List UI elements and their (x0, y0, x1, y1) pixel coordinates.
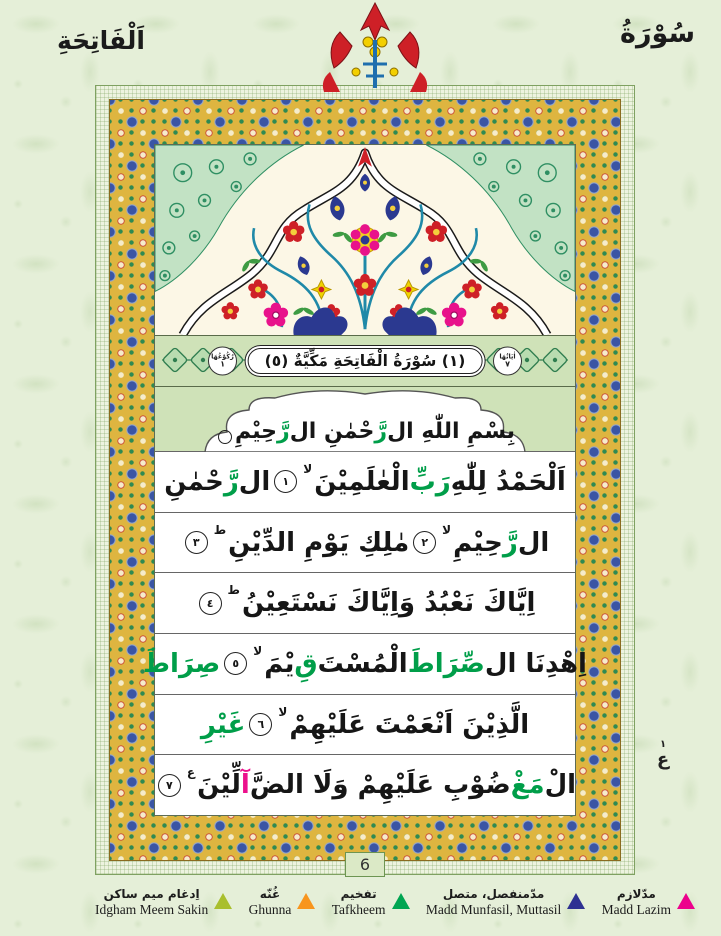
decorative-page-frame (95, 85, 635, 875)
ruku-margin-marker (650, 740, 676, 769)
legend-arabic-label: مدّلازم (616, 887, 656, 901)
ruku-count-label: رُكُوْعُهَا (211, 352, 234, 361)
legend-item-idgham-meem-sakin (95, 888, 232, 917)
verse-line-6: الْ مَغْ ضُوْبِ عَلَيْهِمْ وَلَا الضَّ آ لِّيْنَ ع ٧ (155, 754, 575, 815)
margin-surah-word: سُوْرَةُ (620, 18, 695, 49)
legend-color-triangle (677, 893, 695, 909)
page-number: 6 (345, 852, 385, 877)
legend-english-label: Tafkheem (331, 901, 386, 917)
legend-english-label: Ghunna (248, 901, 292, 917)
legend-english-label: Idgham Meem Sakin (95, 901, 209, 917)
legend-item-madd-lazim (602, 888, 695, 917)
ruku-margin-letter: ع (656, 748, 670, 770)
ayat-count-medallion (493, 347, 522, 376)
banner-knot-motif-left (160, 344, 252, 378)
verses-panel (143, 452, 587, 815)
dome-artwork (155, 145, 575, 335)
banner-knot-motif-right (478, 344, 570, 378)
verse-line-3: اِيَّاكَ نَعْبُدُ وَاِيَّاكَ نَسْتَعِيْنُ ط ٤ (155, 572, 575, 633)
ruku-count-value: ١ (220, 359, 225, 369)
verse-line-4: اِهْدِنَا ال صِّرَاطَ الْمُسْتَ قِ يْمَ لا ٥ صِرَاطَ (155, 633, 575, 694)
verse-line-1: اَلْحَمْدُ لِلّٰهِ رَبِّ الْعٰلَمِيْنَ لا ١ ال رَّ حْمٰنِ (164, 461, 566, 497)
ruku-margin-number: ١ (659, 739, 667, 750)
legend-arabic-label: اِدغام میم ساکن (103, 887, 200, 901)
frame-content (143, 144, 587, 816)
legend-english-label: Madd Munfasil, Muttasil (425, 901, 562, 917)
surah-title-banner (155, 335, 575, 387)
ayat-count-value: ٧ (505, 359, 510, 369)
ornate-floral-border (109, 99, 621, 861)
legend-arabic-label: تفخیم (340, 887, 377, 901)
legend-color-triangle (392, 893, 410, 909)
frame-top-finial-ornament (300, 2, 450, 94)
legend-arabic-label: غُنّه (259, 887, 281, 901)
verse-line-2: ال رَّ حِيْمِ لا ٢ مٰلِكِ يَوْمِ الدِّيْنِ ط ٣ (155, 512, 575, 573)
legend-item-ghunna (249, 888, 316, 917)
bismillah-row (155, 387, 575, 452)
bismillah-text: بِسْمِ اللّٰهِ ال رَّ حْمٰنِ ال رَّ حِيْمِ (155, 387, 575, 451)
margin-surah-name: اَلْفَاتِحَةِ (57, 26, 145, 55)
legend-color-triangle (567, 893, 585, 909)
legend-item-madd-munfasil-muttasil (426, 888, 585, 917)
legend-arabic-label: مدّمنفصل، متصل (442, 887, 545, 901)
surah-title-cartouche (245, 345, 486, 377)
ruku-count-medallion (208, 347, 237, 376)
verse-line-5: الَّذِيْنَ اَنْعَمْتَ عَلَيْهِمْ لا ٦ غَيْرِ (155, 694, 575, 755)
ayat-count-label: اٰيَاتُهَا (499, 352, 516, 361)
legend-english-label: Madd Lazim (601, 901, 671, 917)
floral-dome-illumination (155, 145, 575, 335)
tajweed-legend (95, 888, 695, 917)
legend-item-tafkheem (332, 888, 410, 917)
surah-title-text: (١) سُوْرَةُ الْفَاتِحَةِ مَكِّيَّةٌ (٥) (248, 348, 483, 374)
legend-color-triangle (297, 893, 315, 909)
legend-color-triangle (214, 893, 232, 909)
